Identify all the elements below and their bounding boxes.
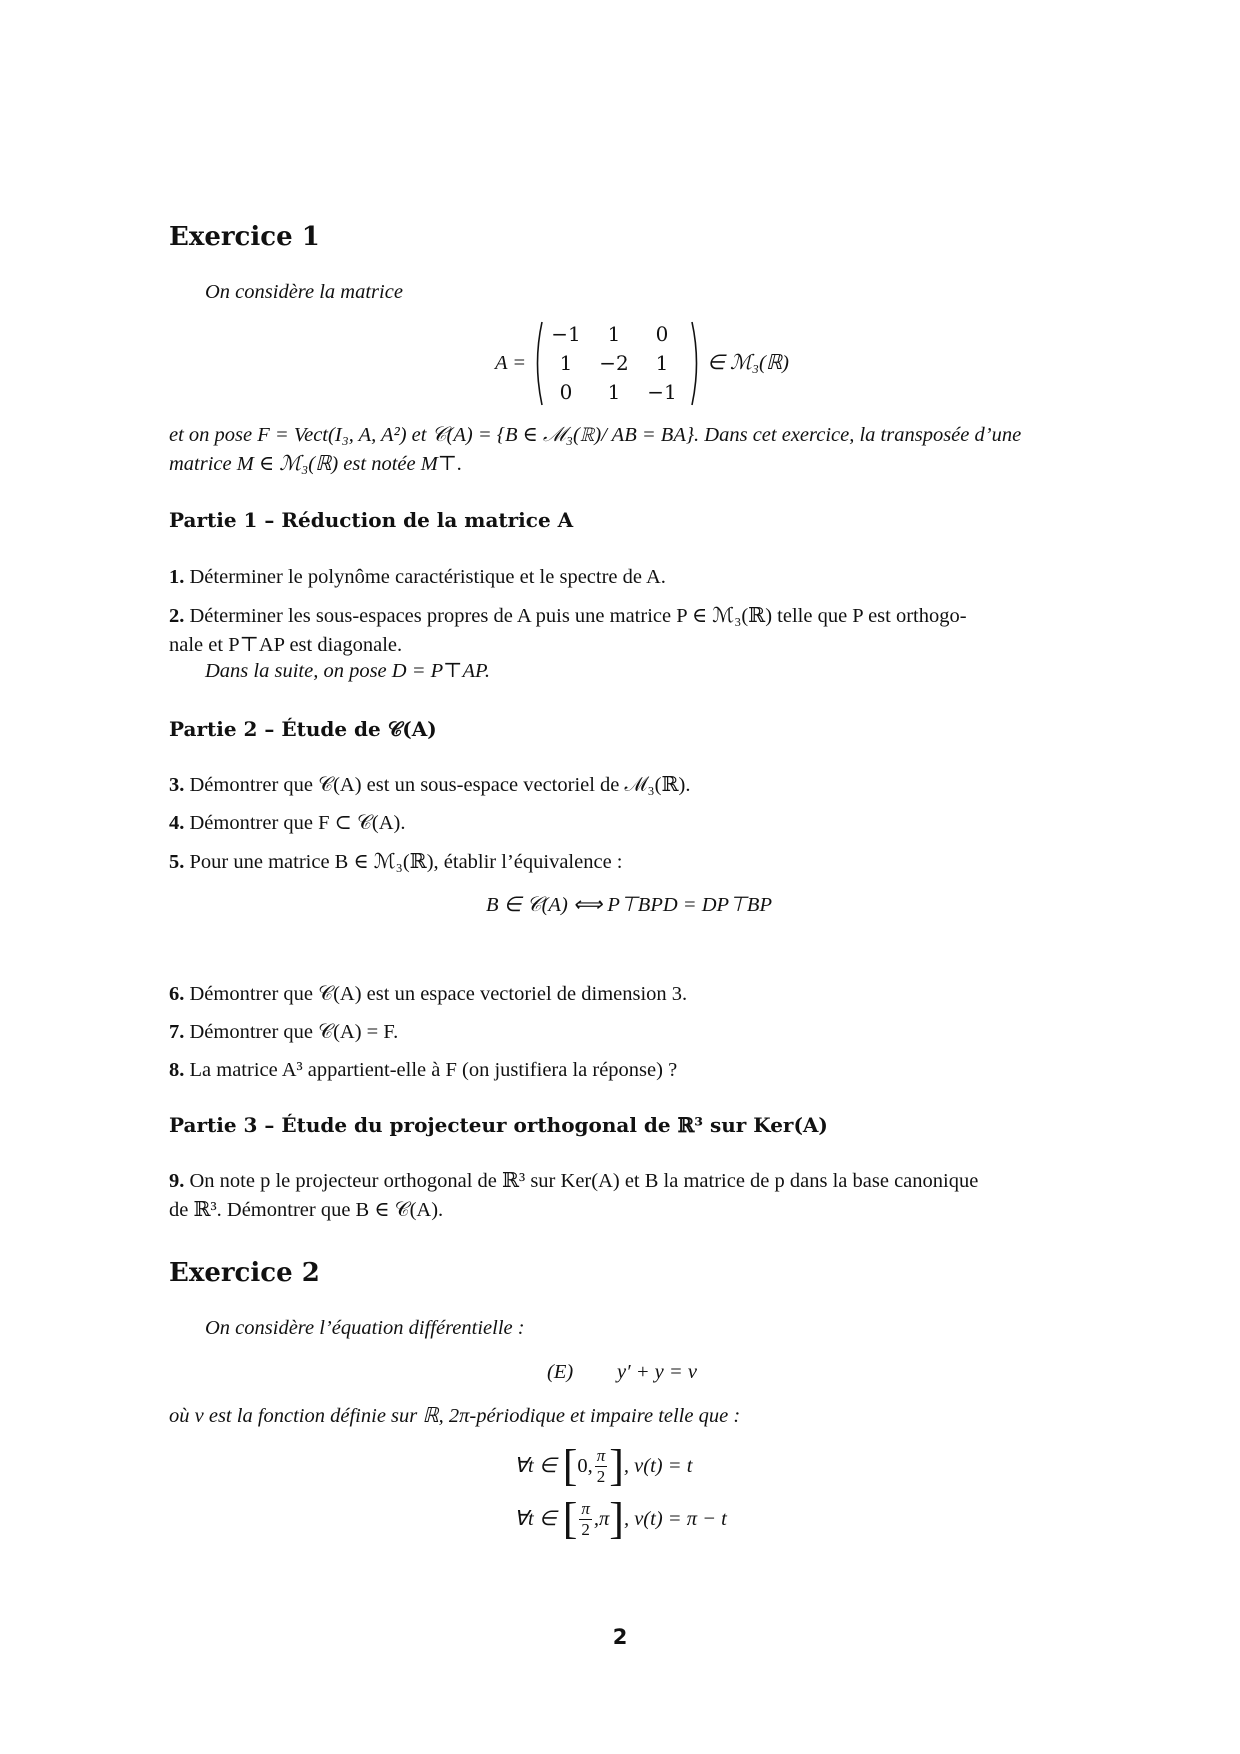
matrix-cell: 1 — [607, 322, 621, 346]
matrix-cell: 0 — [655, 322, 669, 346]
question-6: 6. Démontrer que 𝒞(A) est un espace vectoriel de dimension 3. — [169, 983, 688, 1005]
page-number: 2 — [612, 1625, 628, 1649]
matrix-cell: 1 — [655, 351, 669, 375]
matrix-cell: −1 — [647, 380, 677, 404]
matrix-cell: 0 — [559, 380, 573, 404]
definition-line-2: matrice M ∈ ℳ₃(ℝ) est notée M⊤. — [169, 453, 463, 475]
question-2-note: Dans la suite, on pose D = P⊤AP. — [205, 660, 490, 682]
matrix-entries — [542, 320, 686, 407]
part-1-title: Partie 1 – Réduction de la matrice A — [169, 508, 574, 532]
question-9-cont: de ℝ³. Démontrer que B ∈ 𝒞(A). — [169, 1199, 444, 1221]
matrix-label: A = — [495, 352, 527, 374]
exercise-2-intro: On considère l’équation différentielle : — [205, 1317, 525, 1339]
matrix-cell: 1 — [607, 380, 621, 404]
question-4: 4. Démontrer que F ⊂ 𝒞(A). — [169, 812, 406, 834]
matrix-set: ∈ ℳ₃(ℝ) — [707, 352, 789, 374]
matrix-cell: −1 — [551, 322, 581, 346]
matrix-cell: −2 — [599, 351, 629, 375]
question-3: 3. Démontrer que 𝒞(A) est un sous-espace vectoriel de ℳ₃(ℝ). — [169, 774, 691, 796]
equivalence-equation: B ∈ 𝒞(A) ⟺ P⊤BPD = DP⊤BP — [486, 894, 772, 916]
exercise-1-intro: On considère la matrice — [205, 281, 403, 303]
question-2: 2. Déterminer les sous-espaces propres de A puis une matrice P ∈ ℳ₃(ℝ) telle que P est orthogo- — [169, 605, 967, 627]
question-8: 8. La matrice A³ appartient-elle à F (on justifiera la réponse) ? — [169, 1059, 678, 1081]
question-9: 9. On note p le projecteur orthogonal de ℝ³ sur Ker(A) et B la matrice de p dans la base canonique — [169, 1170, 979, 1192]
matrix-cell: 1 — [559, 351, 573, 375]
piecewise-line-1: ∀t ∈ [ 0, $\frac{\pi}{2}$ ] , v(t) = t — [514, 1441, 693, 1490]
question-1: 1. Déterminer le polynôme caractéristique et le spectre de A. — [169, 566, 666, 588]
page-content — [169, 0, 1089, 1754]
definition-line-1: et on pose F = Vect(I₃, A, A²) et 𝒞(A) = {B ∈ ℳ₃(ℝ)/ AB = BA}. Dans cet exercice, la transposée d’une — [169, 424, 1022, 446]
right-paren — [690, 320, 702, 407]
function-definition: où v est la fonction définie sur ℝ, 2π-périodique et impaire telle que : — [169, 1405, 741, 1427]
question-5: 5. Pour une matrice B ∈ ℳ₃(ℝ), établir l’équivalence : — [169, 851, 623, 873]
equation-label: (E) — [547, 1361, 574, 1383]
exercise-2-title: Exercice 2 — [169, 1258, 320, 1288]
exercise-1-title: Exercice 1 — [169, 222, 320, 252]
part-3-title: Partie 3 – Étude du projecteur orthogonal de ℝ³ sur Ker(A) — [169, 1113, 828, 1137]
question-7: 7. Démontrer que 𝒞(A) = F. — [169, 1021, 399, 1043]
question-2-cont: nale et P⊤AP est diagonale. — [169, 634, 403, 656]
matrix-a — [495, 320, 915, 410]
differential-equation: y′ + y = v — [617, 1361, 697, 1383]
piecewise-line-2: ∀t ∈ [ $\frac{\pi}{2}$ ,π ] , v(t) = π − t — [514, 1494, 727, 1543]
part-2-title: Partie 2 – Étude de 𝒞(A) — [169, 717, 437, 741]
